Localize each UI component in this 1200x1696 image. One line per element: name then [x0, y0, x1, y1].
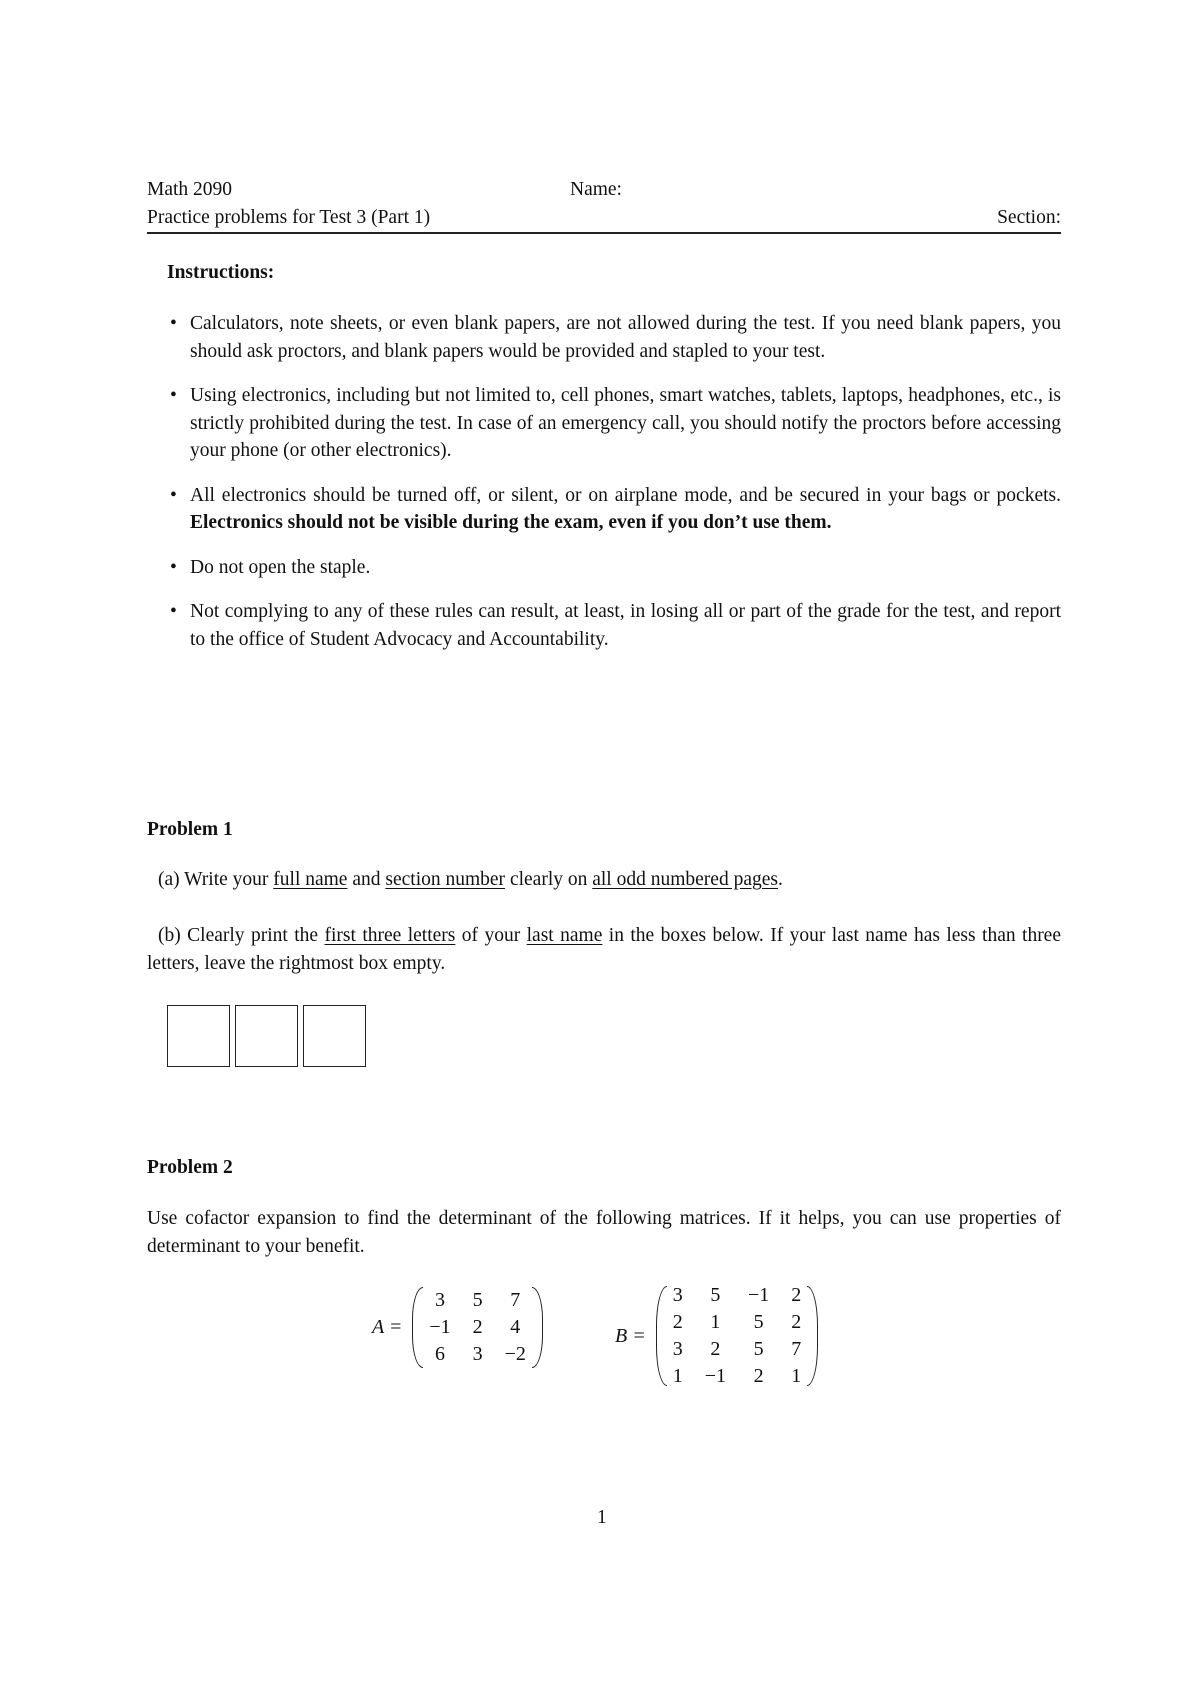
instruction-item [168, 482, 1061, 537]
matrix-row [662, 1309, 813, 1336]
text: and [347, 869, 386, 890]
problem2-title: Problem 2 [147, 1157, 233, 1178]
matrix-entry: 7 [791, 1338, 802, 1360]
matrix-entry: −1 [704, 1365, 726, 1387]
matrix-entry: 5 [753, 1338, 764, 1360]
matrix-entry: 3 [435, 1289, 445, 1311]
matrix-row [662, 1363, 813, 1390]
matrix-entry: 3 [672, 1338, 683, 1360]
matrix-entry: 1 [710, 1311, 721, 1333]
instruction-item: • Do not open the staple. [168, 554, 1061, 582]
text: (b) Clearly print the [158, 925, 325, 946]
letter-box-2[interactable] [235, 1005, 298, 1067]
instruction-bold-text: Electronics should not be visible during the exam, even if you don’t use them. [190, 512, 832, 533]
letter-box-1[interactable] [167, 1005, 230, 1067]
matrix-row [662, 1282, 813, 1309]
instructions-title: Instructions: [167, 262, 275, 283]
course-title: Math 2090 [147, 179, 233, 200]
matrix-row [418, 1287, 537, 1314]
text: . [777, 869, 783, 890]
problem1-part-b [147, 922, 1061, 978]
matrix-entry: 7 [510, 1289, 521, 1311]
text: in the boxes below. If your last name has less than three letters, leave the rightmost box empty. [147, 925, 1061, 974]
problem1-part-a [158, 866, 783, 893]
underlined-text: section number [385, 869, 506, 890]
matrix-entry: 2 [791, 1311, 802, 1333]
matrix-entry: −1 [429, 1316, 451, 1338]
text: clearly on [505, 869, 593, 890]
matrix-row [662, 1336, 813, 1363]
matrix-row [418, 1314, 537, 1341]
matrix-b-label: B = [615, 1324, 646, 1347]
underlined-text: all odd numbered pages [592, 869, 778, 890]
underlined-text: first three letters [324, 925, 456, 946]
matrix-a [372, 1287, 543, 1368]
instruction-item: • Calculators, note sheets, or even blank papers, are not allowed during the test. If you need blank papers, you should ask proctors, and blank papers would be provided and stapled to your test. [168, 310, 1061, 365]
instruction-text: All electronics should be turned off, or silent, or on airplane mode, and be secured in your bags or pockets. [190, 484, 1061, 506]
matrix-entry: 6 [435, 1343, 445, 1365]
document-subtitle: Practice problems for Test 3 (Part 1) [147, 207, 431, 228]
underlined-text: last name [526, 925, 603, 946]
matrix-entry: 2 [753, 1365, 764, 1387]
matrix-entry: 1 [791, 1365, 802, 1387]
text: (a) Write your [158, 869, 274, 890]
matrix-entry: 2 [472, 1316, 483, 1338]
matrix-entry: 2 [672, 1311, 683, 1333]
matrix-b [615, 1286, 818, 1386]
problem2-text: Use cofactor expansion to find the determinant of the following matrices. If it helps, you can use properties of determinant to your benefit. [147, 1208, 1061, 1257]
matrix-entry: 2 [710, 1338, 721, 1360]
matrix-entry: 5 [472, 1289, 483, 1311]
matrix-entry: 3 [472, 1343, 483, 1365]
instruction-item: • Using electronics, including but not limited to, cell phones, smart watches, tablets, laptops, headphones, etc., is strictly prohibited during the test. In case of an emergency call, you should notify the proctors before accessing your phone (or other electronics). [168, 382, 1061, 465]
page-number: 1 [597, 1507, 607, 1528]
instruction-item: • Not complying to any of these rules can result, at least, in losing all or part of the grade for the test, and report to the office of Student Advocacy and Accountability. [168, 598, 1061, 653]
text: of your [455, 925, 527, 946]
matrix-entry: 1 [672, 1365, 683, 1387]
instructions-list [168, 310, 1061, 670]
letter-box-3[interactable] [303, 1005, 366, 1067]
matrix-entry: −2 [504, 1343, 526, 1365]
matrix-entry: 4 [510, 1316, 521, 1338]
problem1-title: Problem 1 [147, 819, 233, 840]
matrix-entry: 5 [710, 1284, 721, 1306]
matrix-entry: −1 [748, 1284, 770, 1306]
matrix-row [418, 1341, 537, 1368]
name-label: Name: [570, 179, 622, 200]
header-rule [147, 232, 1061, 234]
matrix-a-label: A = [372, 1316, 403, 1338]
underlined-text: full name [273, 869, 348, 890]
matrix-entry: 2 [791, 1284, 802, 1306]
matrix-entry: 5 [753, 1311, 764, 1333]
matrix-entry: 3 [672, 1284, 683, 1306]
section-label: Section: [997, 207, 1061, 228]
